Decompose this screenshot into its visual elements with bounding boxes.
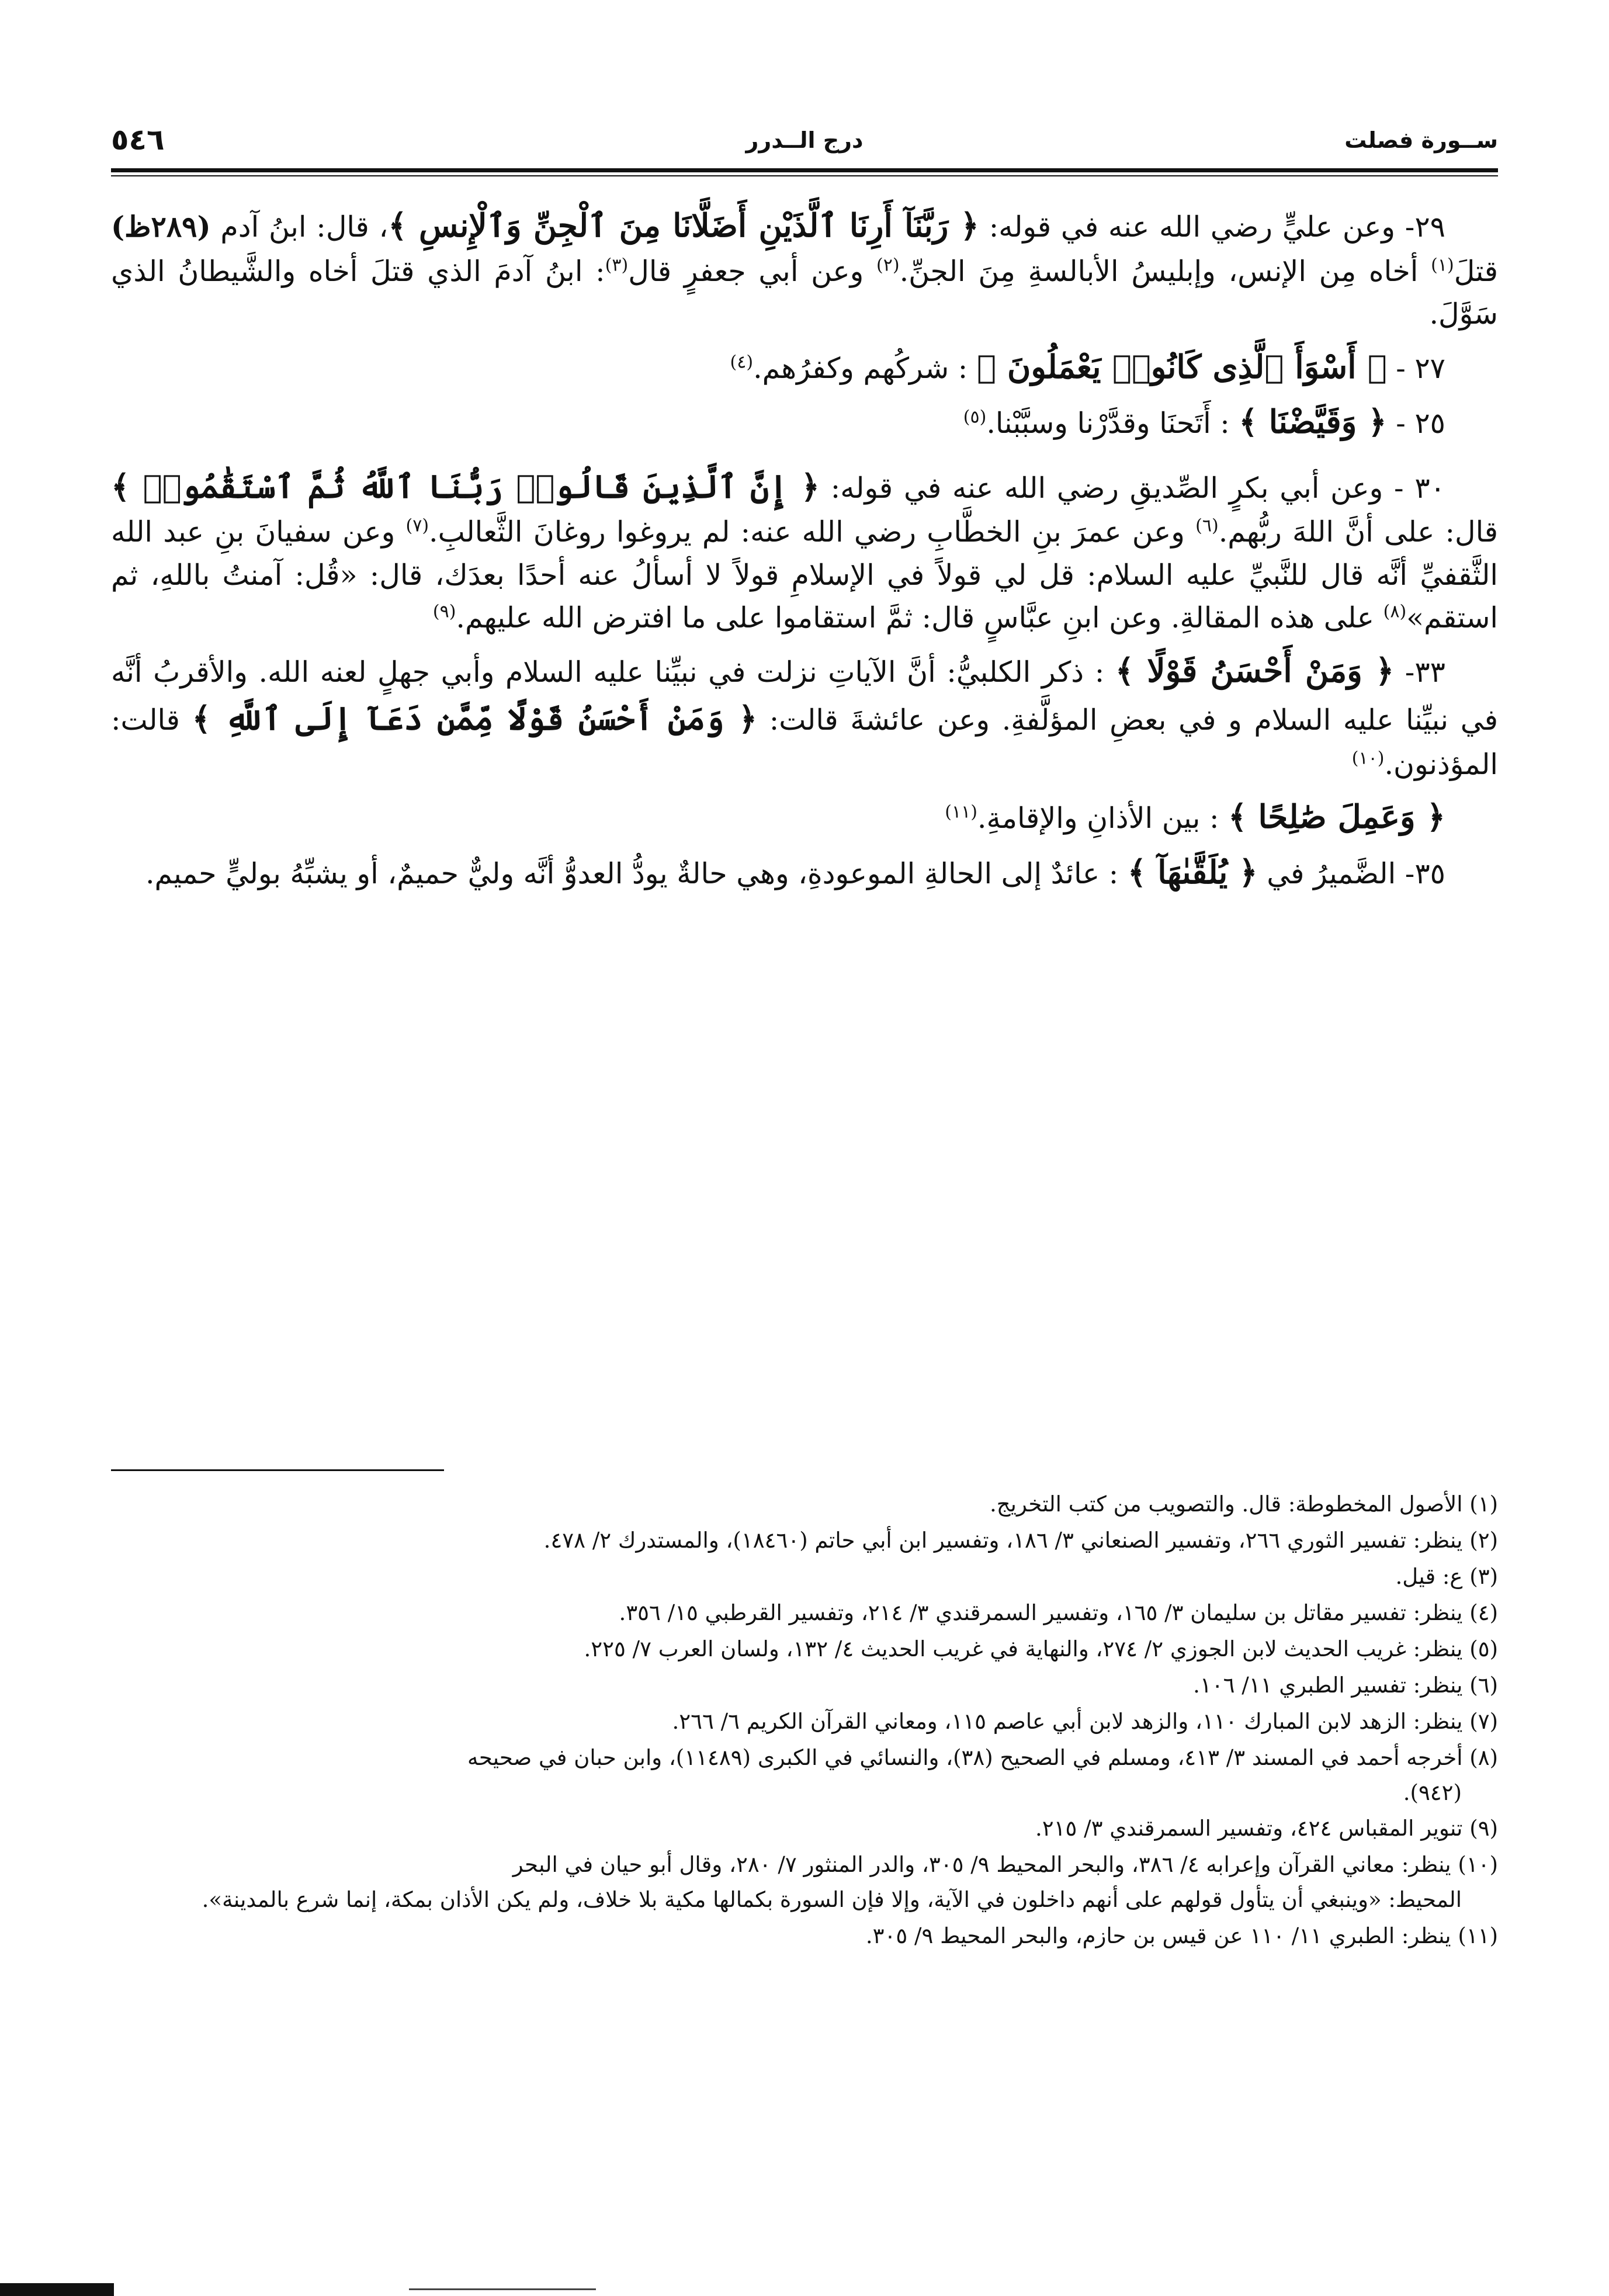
footnote-4: [111, 1596, 1498, 1631]
footnote-text: ع: قيل.: [1395, 1563, 1463, 1589]
paragraph-text: وعن أبي جعفرٍ قال: [628, 254, 877, 288]
quran-verse: ﴿ رَبَّنَآ أَرِنَا ٱلَّذَيْنِ أَضَلَّانَا مِنَ ٱلْجِنِّ وَٱلْإِنسِ ﴾: [388, 206, 979, 244]
footnote-number: (٤): [1469, 1600, 1498, 1625]
surah-title: ســورة فصلت: [1344, 127, 1498, 153]
verse-number: ٣٣-: [1394, 655, 1445, 689]
paragraph-text: : شركُهم وكفرُهم.: [753, 351, 977, 385]
paragraph-text: قتلَ: [1454, 254, 1499, 288]
footnote-ref[interactable]: (٣): [605, 255, 629, 276]
footnote-text: ينظر: الطبري ١١/ ١١٠ عن قيس بن حازم، والبحر المحيط ٩/ ٣٠٥.: [865, 1923, 1451, 1949]
footnote-3: [111, 1559, 1498, 1594]
footnote-ref[interactable]: (١): [1431, 255, 1454, 276]
quran-verse: ﴿ يُلَقَّىٰهَآ ﴾: [1127, 852, 1258, 891]
footnote-9: [111, 1811, 1498, 1846]
paragraph-text: ٣٥- الضَّميرُ في: [1257, 856, 1445, 890]
footnote-continuation: المحيط: «وينبغي أن يتأول قولهم على أنهم داخلون في الآية، وإلا فإن السورة بكمالها مكية بلا خلاف، ولم يكن الأذان بمكة، إنما شرع بالمدينة».: [202, 1887, 1462, 1913]
paragraph-text: قالت: المؤذنون.: [111, 703, 1498, 781]
quran-verse: ﴿ وَعَمِلَ صَٰلِحًا ﴾: [1228, 797, 1445, 835]
footnote-ref[interactable]: (٥): [963, 407, 987, 428]
footnote-text: ينظر: تفسير الثوري ٢٦٦، وتفسير الصنعاني ٣/ ١٨٦، وتفسير ابن أبي حاتم (١٨٤٦٠)، والمستدرك ٢/ ٤٧٨.: [543, 1527, 1463, 1553]
footnote-ref[interactable]: (١١): [945, 802, 977, 823]
footnote-text: ينظر: معاني القرآن وإعرابه ٤/ ٣٨٦، والبحر المحيط ٩/ ٣٠٥، والدر المنثور ٧/ ٢٨٠، وقال أبو حيان في البحر: [512, 1852, 1451, 1878]
footnote-7: [111, 1704, 1498, 1739]
footnote-number: (٢): [1469, 1527, 1498, 1553]
footnote-number: (٦): [1469, 1672, 1498, 1698]
paragraph-text: قال: على أنَّ اللهَ ربُّهم.: [1218, 515, 1499, 549]
footnote-10: [111, 1847, 1498, 1917]
header-divider: [111, 168, 1498, 176]
paragraph-text: ٢٩- وعن عليٍّ رضي الله عنه في قوله:: [979, 210, 1445, 244]
paragraph-27: [111, 343, 1498, 391]
paragraph-amal: [111, 793, 1498, 841]
footnote-number: (٣): [1469, 1563, 1498, 1589]
paragraph-text: وعن سفيانَ بنِ عبد الله الثَّقفيِّ أنَّه قال للنَّبيِّ عليه السلام: قل لي قولاً في الإسلامِ قولاً لا أسألُ عنه أحدًا بعدَك، قال: «قُل: آمنتُ باللهِ، ثم استقم»: [111, 515, 1498, 634]
footnote-ref[interactable]: (٦): [1195, 515, 1219, 536]
verse-number: ٢٥ -: [1386, 407, 1445, 440]
paragraph-text: وعن عمرَ بنِ الخطَّابِ رضي الله عنه: لم يروغوا روغانَ الثَّعالبِ.: [429, 515, 1196, 549]
footnote-number: (٨): [1469, 1744, 1498, 1770]
footnote-8: [111, 1740, 1498, 1811]
footnote-11: [111, 1919, 1498, 1954]
footnote-text: ينظر: غريب الحديث لابن الجوزي ٢/ ٢٧٤، والنهاية في غريب الحديث ٤/ ١٣٢، ولسان العرب ٧/ ٢٢٥.: [584, 1636, 1463, 1662]
quran-verse: ﴿ وَمَنْ أَحْسَنُ قَوْلًا ﴾: [1115, 651, 1395, 689]
footnote-continuation: (٩٤٢).: [1403, 1780, 1462, 1805]
running-header: [111, 123, 1498, 164]
paragraph-text: أخاه مِن الإنس، وإبليسُ الأبالسةِ مِنَ الجنِّ.: [899, 254, 1431, 288]
manuscript-marker: (٢٨٩ظ): [111, 210, 211, 244]
footnote-ref[interactable]: (٧): [405, 515, 429, 536]
verse-number: ٢٧ -: [1386, 351, 1445, 385]
paragraph-text: ، قال: ابنُ آدم: [210, 210, 389, 244]
quran-verse: ﴿ وَقَيَّضْنَا ﴾: [1239, 403, 1387, 441]
paragraph-text: ٣٠ - وعن أبي بكرٍ الصِّديقِ رضي الله عنه في قوله:: [820, 471, 1445, 505]
footnote-text: ينظر: تفسير مقاتل بن سليمان ٣/ ١٦٥، وتفسير السمرقندي ٣/ ٢١٤، وتفسير القرطبي ١٥/ ٣٥٦.: [619, 1600, 1463, 1625]
footnote-number: (٥): [1469, 1636, 1498, 1662]
main-text: [111, 202, 1498, 903]
footnote-text: تنوير المقباس ٤٢٤، وتفسير السمرقندي ٣/ ٢١٥.: [1035, 1816, 1463, 1841]
book-title: درج الــدرر: [745, 127, 864, 153]
footnote-6: [111, 1668, 1498, 1703]
quran-verse: ﴿ أَسْوَأَ ٱلَّذِى كَانُوا۟ يَعْمَلُونَ ﴾: [976, 347, 1387, 386]
footnote-ref[interactable]: (٨): [1383, 601, 1407, 622]
paragraph-text: : عائدٌ إلى الحالةِ الموعودةِ، وهي حالةٌ يودُّ العدوُّ أنَّه وليٌّ حميمٌ، أو يشبِّهُ بوليٍّ حميم.: [145, 856, 1128, 890]
paragraph-text: : ابنُ آدمَ الذي قتلَ أخاه والشَّيطانُ الذي سَوَّلَ.: [111, 254, 1498, 331]
quran-verse: ﴿ إِنَّ ٱلَّذِينَ قَالُوا۟ رَبُّنَا ٱللَّهُ ثُمَّ ٱسْتَقَٰمُوا۟ ﴾: [111, 467, 820, 505]
footnote-divider: [111, 1469, 444, 1471]
footnote-ref[interactable]: (٢): [876, 255, 900, 276]
footnote-text: ينظر: تفسير الطبري ١١/ ١٠٦.: [1193, 1672, 1463, 1698]
paragraph-text: : أَتَحنَا وقدَّرْنا وسبَّبْنا.: [986, 407, 1239, 440]
footnote-text: ينظر: الزهد لابن المبارك ١١٠، والزهد لابن أبي عاصم ١١٥، ومعاني القرآن الكريم ٦/ ٢٦٦.: [672, 1708, 1463, 1734]
paragraph-35: [111, 848, 1498, 897]
footnote-2: [111, 1523, 1498, 1558]
footnote-ref[interactable]: (٩): [432, 601, 456, 622]
footnote-5: [111, 1632, 1498, 1667]
footnote-text: الأصول المخطوطة: قال. والتصويب من كتب التخريج.: [990, 1492, 1463, 1517]
paragraph-text: على هذه المقالةِ. وعن ابنِ عبَّاسٍ قال: ثمَّ استقاموا على ما افترض الله عليهم.: [456, 601, 1383, 634]
footnote-number: (١٠): [1458, 1852, 1498, 1878]
paragraph-25: [111, 398, 1498, 446]
footnote-number: (٧): [1469, 1708, 1498, 1734]
footnotes-section: [111, 1487, 1498, 1955]
footnote-ref[interactable]: (٤): [730, 352, 754, 373]
quran-verse: ﴿ وَمَنْ أَحْسَنُ قَوْلًا مِّمَّن دَعَآ إِلَى ٱللَّهِ ﴾: [192, 699, 758, 737]
scan-edge-mark: [0, 2283, 114, 2296]
page-number: ٥٤٦: [111, 123, 165, 157]
footnote-text: أخرجه أحمد في المسند ٣/ ٤١٣، ومسلم في الصحيح (٣٨)، والنسائي في الكبرى (١١٤٨٩)، وابن حبان في صحيحه: [467, 1744, 1463, 1770]
footnote-number: (١١): [1458, 1923, 1498, 1949]
footnote-number: (٩): [1469, 1816, 1498, 1841]
paragraph-text: : بين الأذانِ والإقامةِ.: [977, 802, 1229, 835]
paragraph-33: [111, 647, 1498, 786]
paragraph-text: : ذكر الكلبيُّ: أنَّ الآياتِ نزلت في نبيِّنا عليه السلام وأبي جهلٍ لعنه الله. والأقربُ أنَّه في نبيِّنا عليه السلام و في بعضِ المؤلَّفةِ. وعن عائشةَ قالت:: [111, 655, 1499, 737]
paragraph-29: [111, 202, 1498, 336]
footnote-1: [111, 1487, 1498, 1522]
paragraph-30: [111, 463, 1498, 640]
scan-line-mark: [409, 2288, 596, 2290]
footnote-ref[interactable]: (١٠): [1351, 748, 1385, 769]
footnote-number: (١): [1469, 1492, 1498, 1517]
